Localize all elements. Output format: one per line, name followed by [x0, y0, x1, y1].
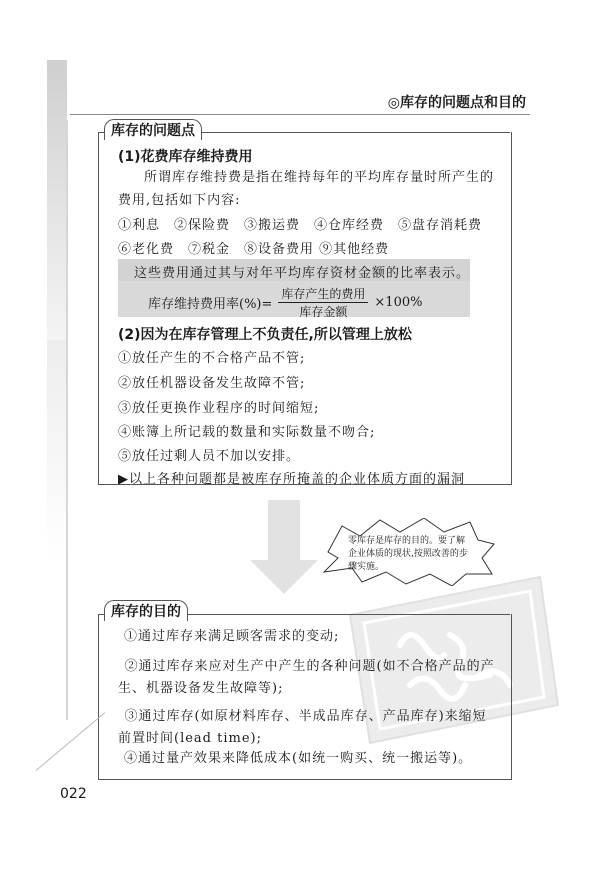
problem-item: ④账簿上所记载的数量和实际数量不吻合;	[118, 425, 376, 440]
problem-item: ②放任机器设备发生故障不管;	[118, 376, 306, 391]
page-title: ◎库存的问题点和目的	[387, 95, 526, 111]
page-number: 022	[60, 786, 87, 802]
holding-cost-formula	[148, 285, 422, 320]
problem-item: ⑤放任过剩人员不加以安排。	[118, 449, 301, 464]
formula-numerator: 库存产生的费用	[278, 285, 368, 303]
purpose-item: ①通过库存来满足顾客需求的变动;	[124, 629, 340, 644]
formula-fraction	[278, 285, 368, 320]
heading-loose-management: (2)因为在库存管理上不负责任,所以管理上放松	[118, 327, 412, 343]
cost-list-line-1: ①利息 ②保险费 ③搬运费 ④仓库经费 ⑤盘存消耗费	[118, 218, 483, 233]
down-arrow-head-icon	[250, 560, 318, 594]
side-decor-line	[66, 120, 68, 720]
section-problems-tab: 库存的问题点	[104, 119, 202, 140]
section-purpose-tab: 库存的目的	[104, 600, 188, 621]
problem-item: ①放任产生的不合格产品不管;	[118, 351, 306, 366]
ratio-note: 这些费用通过其与对年平均库存资材金额的比率表示。	[134, 266, 471, 281]
formula-denominator: 库存金额	[299, 305, 348, 319]
formula-left: 库存维持费用率(%)=	[148, 297, 273, 312]
purpose-item: ④通过量产效果来降低成本(如统一购买、统一搬运等)。	[124, 751, 473, 766]
side-decor-strip	[47, 60, 67, 340]
heading-holding-cost: (1)花费库存维持费用	[118, 149, 253, 165]
purpose-item: ③通过库存(如原材料库存、半成品库存、产品库存)来缩短前置时间(lead time);	[118, 709, 487, 746]
corner-decor-line	[36, 712, 106, 771]
purpose-item: ②通过库存来应对生产中产生的各种问题(如不合格产品的产生、机器设备发生故障等);	[118, 659, 495, 696]
side-decor-strip-fade	[47, 340, 67, 560]
formula-right: ×100%	[374, 295, 423, 310]
holding-cost-intro: 所谓库存维持费是指在维持每年的平均库存量时所产生的费用,包括如下内容:	[118, 170, 495, 208]
title-rule	[70, 114, 530, 115]
cost-list-line-2: ⑥老化费 ⑦税金 ⑧设备费用 ⑨其他经费	[118, 242, 390, 257]
bubble-text: 零库存是库存的目的。要了解企业体质的现状,按照改善的步骤实施。	[348, 536, 468, 572]
down-arrow-icon	[268, 500, 300, 562]
problem-summary: ▶以上各种问题都是被库存所掩盖的企业体质方面的漏洞	[118, 472, 465, 487]
problem-item: ③放任更换作业程序的时间缩短;	[118, 401, 320, 416]
